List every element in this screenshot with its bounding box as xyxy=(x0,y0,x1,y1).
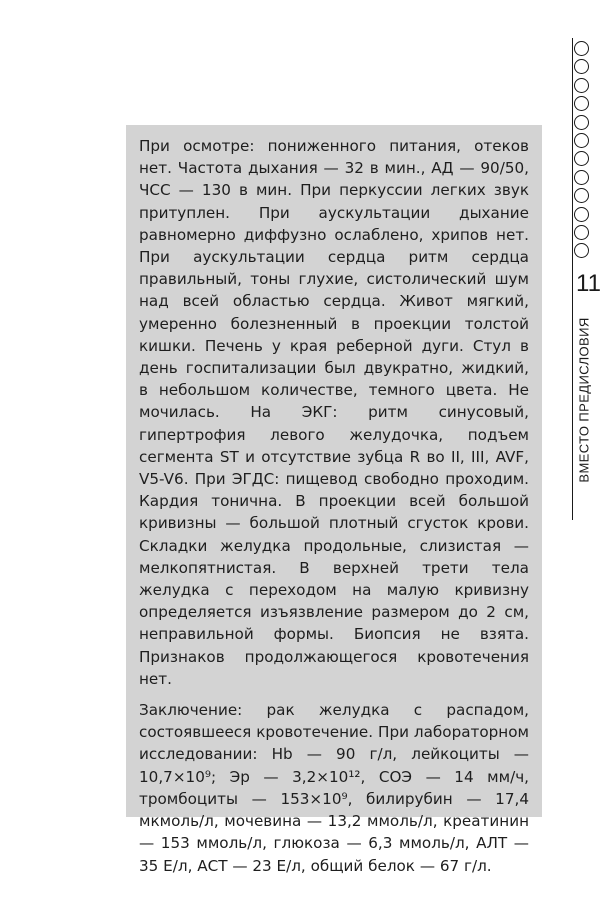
conclusion-paragraph: Заключение: рак желудка с распадом, состоявшееся кровотечение. При лабораторном исследовании: Hb — 90 г/л, лейкоциты — 10,7×10⁹; Эр — 3,2×10¹², СОЭ — 14 мм/ч, тромбоциты — 153×10⁹, билирубин — 17,4 мкмоль/л, мочевина — 13,2 ммоль/л, креатинин — 153 ммоль/л, глюкоза — 6,3 ммоль/л, АЛТ — 35 Е/л, АСТ — 23 Е/л, общий белок — 67 г/л. xyxy=(139,701,529,875)
circle-icon xyxy=(574,188,589,203)
circle-icon xyxy=(574,78,589,93)
circle-icon xyxy=(574,243,589,258)
circle-icon xyxy=(574,225,589,240)
examination-paragraph: При осмотре: пониженного питания, отеков нет. Частота дыхания — 32 в мин., АД — 90/50, ЧСС — 130 в мин. При перкуссии легких звук притуплен. При аускультации дыхание равномерно диффузно ослаблено, хрипов нет. При аускультации сердца ритм сердца правильный, тоны глухие, систолический шум над всей областью сердца. Живот мягкий, умеренно болезненный в проекции толстой кишки. Печень у края реберной дуги. Стул в день госпитализации был двукратно, жидкий, в небольшом количестве, темного цвета. Не мочилась. На ЭКГ: ритм синусовый, гипертрофия левого желудочка, подъем сегмента ST и отсутствие зубца R во II, III, AVF, V5-V6. При ЭГДС: пищевод свободно проходим. Кардия тонична. В проекции всей большой кривизны — большой плотный сгусток крови. Складки желудка продольные, слизистая — мелкопятнистая. В верхней трети тела желудка с переходом на малую кривизну определяется изъязвление размером до 2 см, неправильной формы. Биопсия не взята. Признаков продолжающегося кровотечения нет. xyxy=(139,137,529,688)
circle-icon xyxy=(574,96,589,111)
margin-rule xyxy=(572,38,573,520)
circle-icon xyxy=(574,133,589,148)
running-header: ВМЕСТО ПРЕДИСЛОВИЯ xyxy=(576,317,592,483)
circle-icon xyxy=(574,41,589,56)
circle-icon xyxy=(574,115,589,130)
decorative-circles xyxy=(574,41,596,258)
circle-icon xyxy=(574,207,589,222)
circle-icon xyxy=(574,59,589,74)
page-number: 11 xyxy=(576,270,601,297)
circle-icon xyxy=(574,170,589,185)
case-description-box xyxy=(126,125,542,875)
circle-icon xyxy=(574,151,589,166)
